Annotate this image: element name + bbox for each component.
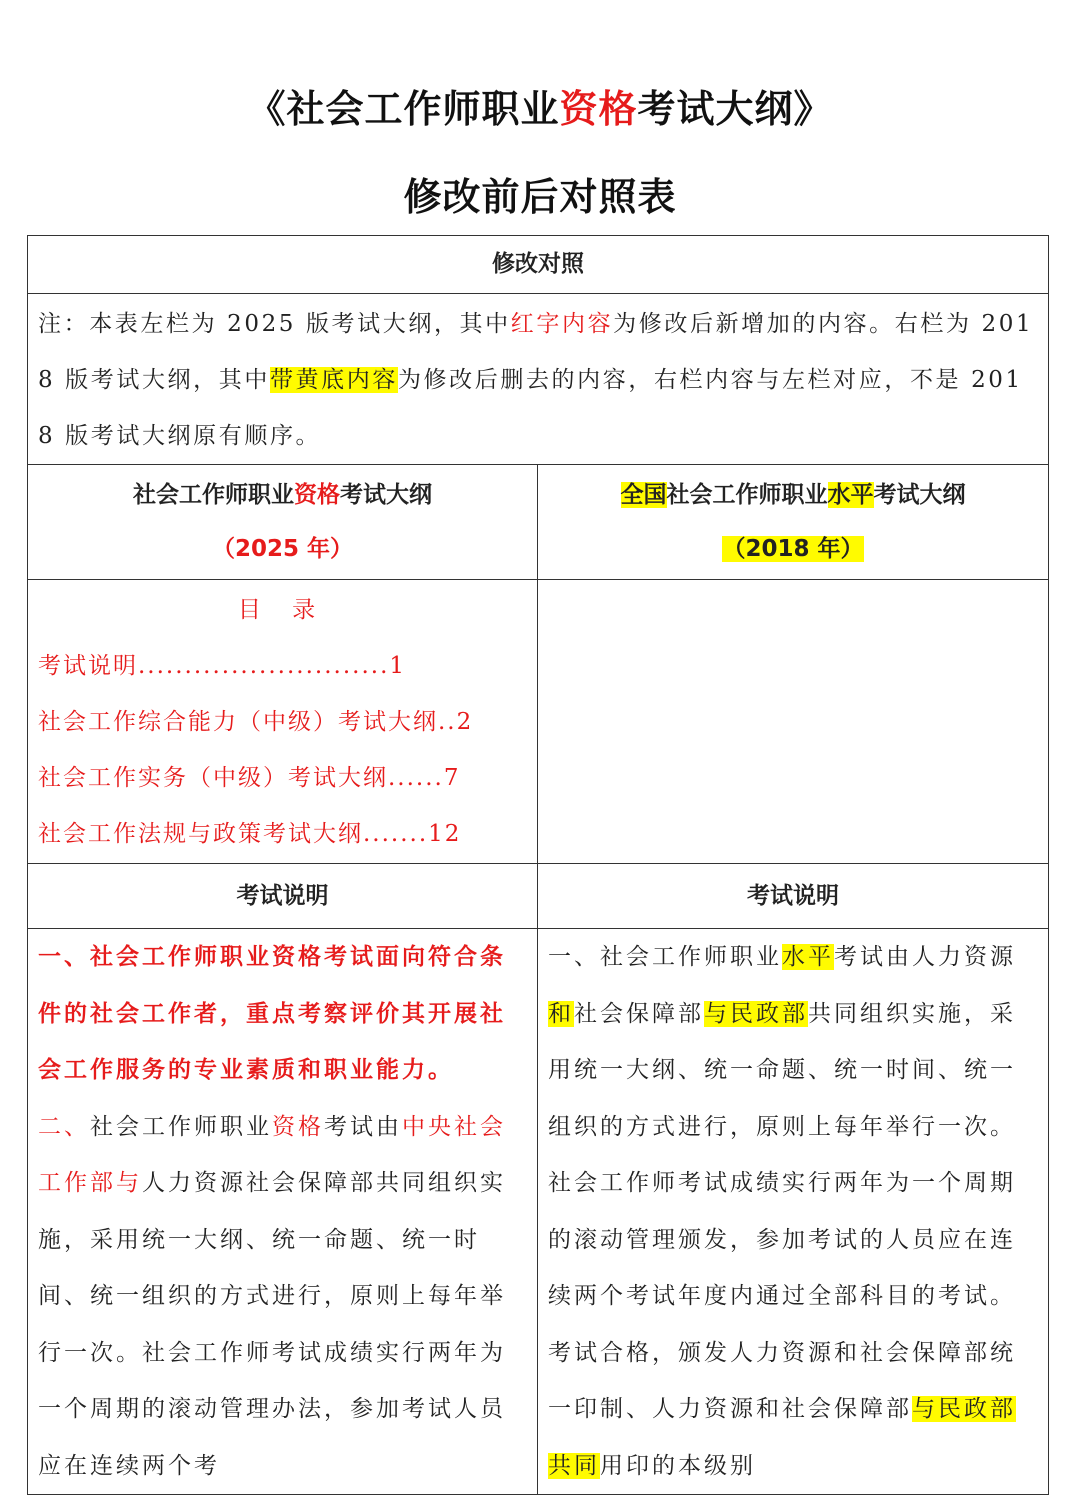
comparison-table (27, 235, 1049, 1495)
note-cell: 注：本表左栏为 2025 版考试大纲，其中红字内容为修改后新增加的内容。右栏为 2018 版考试大纲，其中带黄底内容为修改后删去的内容，右栏内容与左栏对应，不是 2018 版考试大纲原有顺序。 (28, 294, 1049, 465)
left-column-heading: 社会工作师职业资格考试大纲 （2025 年） (28, 465, 538, 580)
left-body-cell (28, 929, 538, 1495)
left-section-title: 考试说明 (28, 864, 538, 929)
left-para-2: 二、社会工作师职业资格考试由中央社会工作部与人力资源社会保障部共同组织实施，采用统一大纲、统一命题、统一时间、统一组织的方式进行，原则上每年举行一次。社会工作师考试成绩实行两年为一个周期的滚动管理办法，参加考试人员应在连续两个考 (38, 1113, 506, 1479)
left-para-1: 一、社会工作师职业资格考试面向符合条件的社会工作者，重点考察评价其开展社会工作服务的专业素质和职业能力。 (38, 943, 506, 1083)
toc-item: 社会工作综合能力（中级）考试大纲..2 (38, 709, 474, 735)
right-year: （2018 年） (722, 536, 864, 562)
right-column-heading: 全国社会工作师职业水平考试大纲 （2018 年） (538, 465, 1049, 580)
toc-title: 目 录 (237, 597, 328, 623)
left-year: （2025 年） (211, 536, 354, 562)
document-title: 《社会工作师职业资格考试大纲》 (247, 87, 833, 131)
toc-item: 考试说明...........................1 (38, 653, 407, 679)
toc-empty-cell (538, 580, 1049, 864)
document-subtitle: 修改前后对照表 (403, 175, 677, 219)
right-section-title: 考试说明 (538, 864, 1049, 929)
table-header: 修改对照 (28, 236, 1049, 294)
right-body-cell: 一、社会工作师职业水平考试由人力资源和社会保障部与民政部共同组织实施，采用统一大纲、统一命题、统一时间、统一组织的方式进行，原则上每年举行一次。社会工作师考试成绩实行两年为一个周期的滚动管理颁发，参加考试的人员应在连续两个考试年度内通过全部科目的考试。考试合格，颁发人力资源和社会保障部统一印制、人力资源和社会保障部与民政部共同用印的本级别 (538, 929, 1049, 1495)
toc-cell (28, 580, 538, 864)
toc-item: 社会工作实务（中级）考试大纲......7 (38, 765, 461, 791)
toc-item: 社会工作法规与政策考试大纲.......12 (38, 821, 462, 847)
